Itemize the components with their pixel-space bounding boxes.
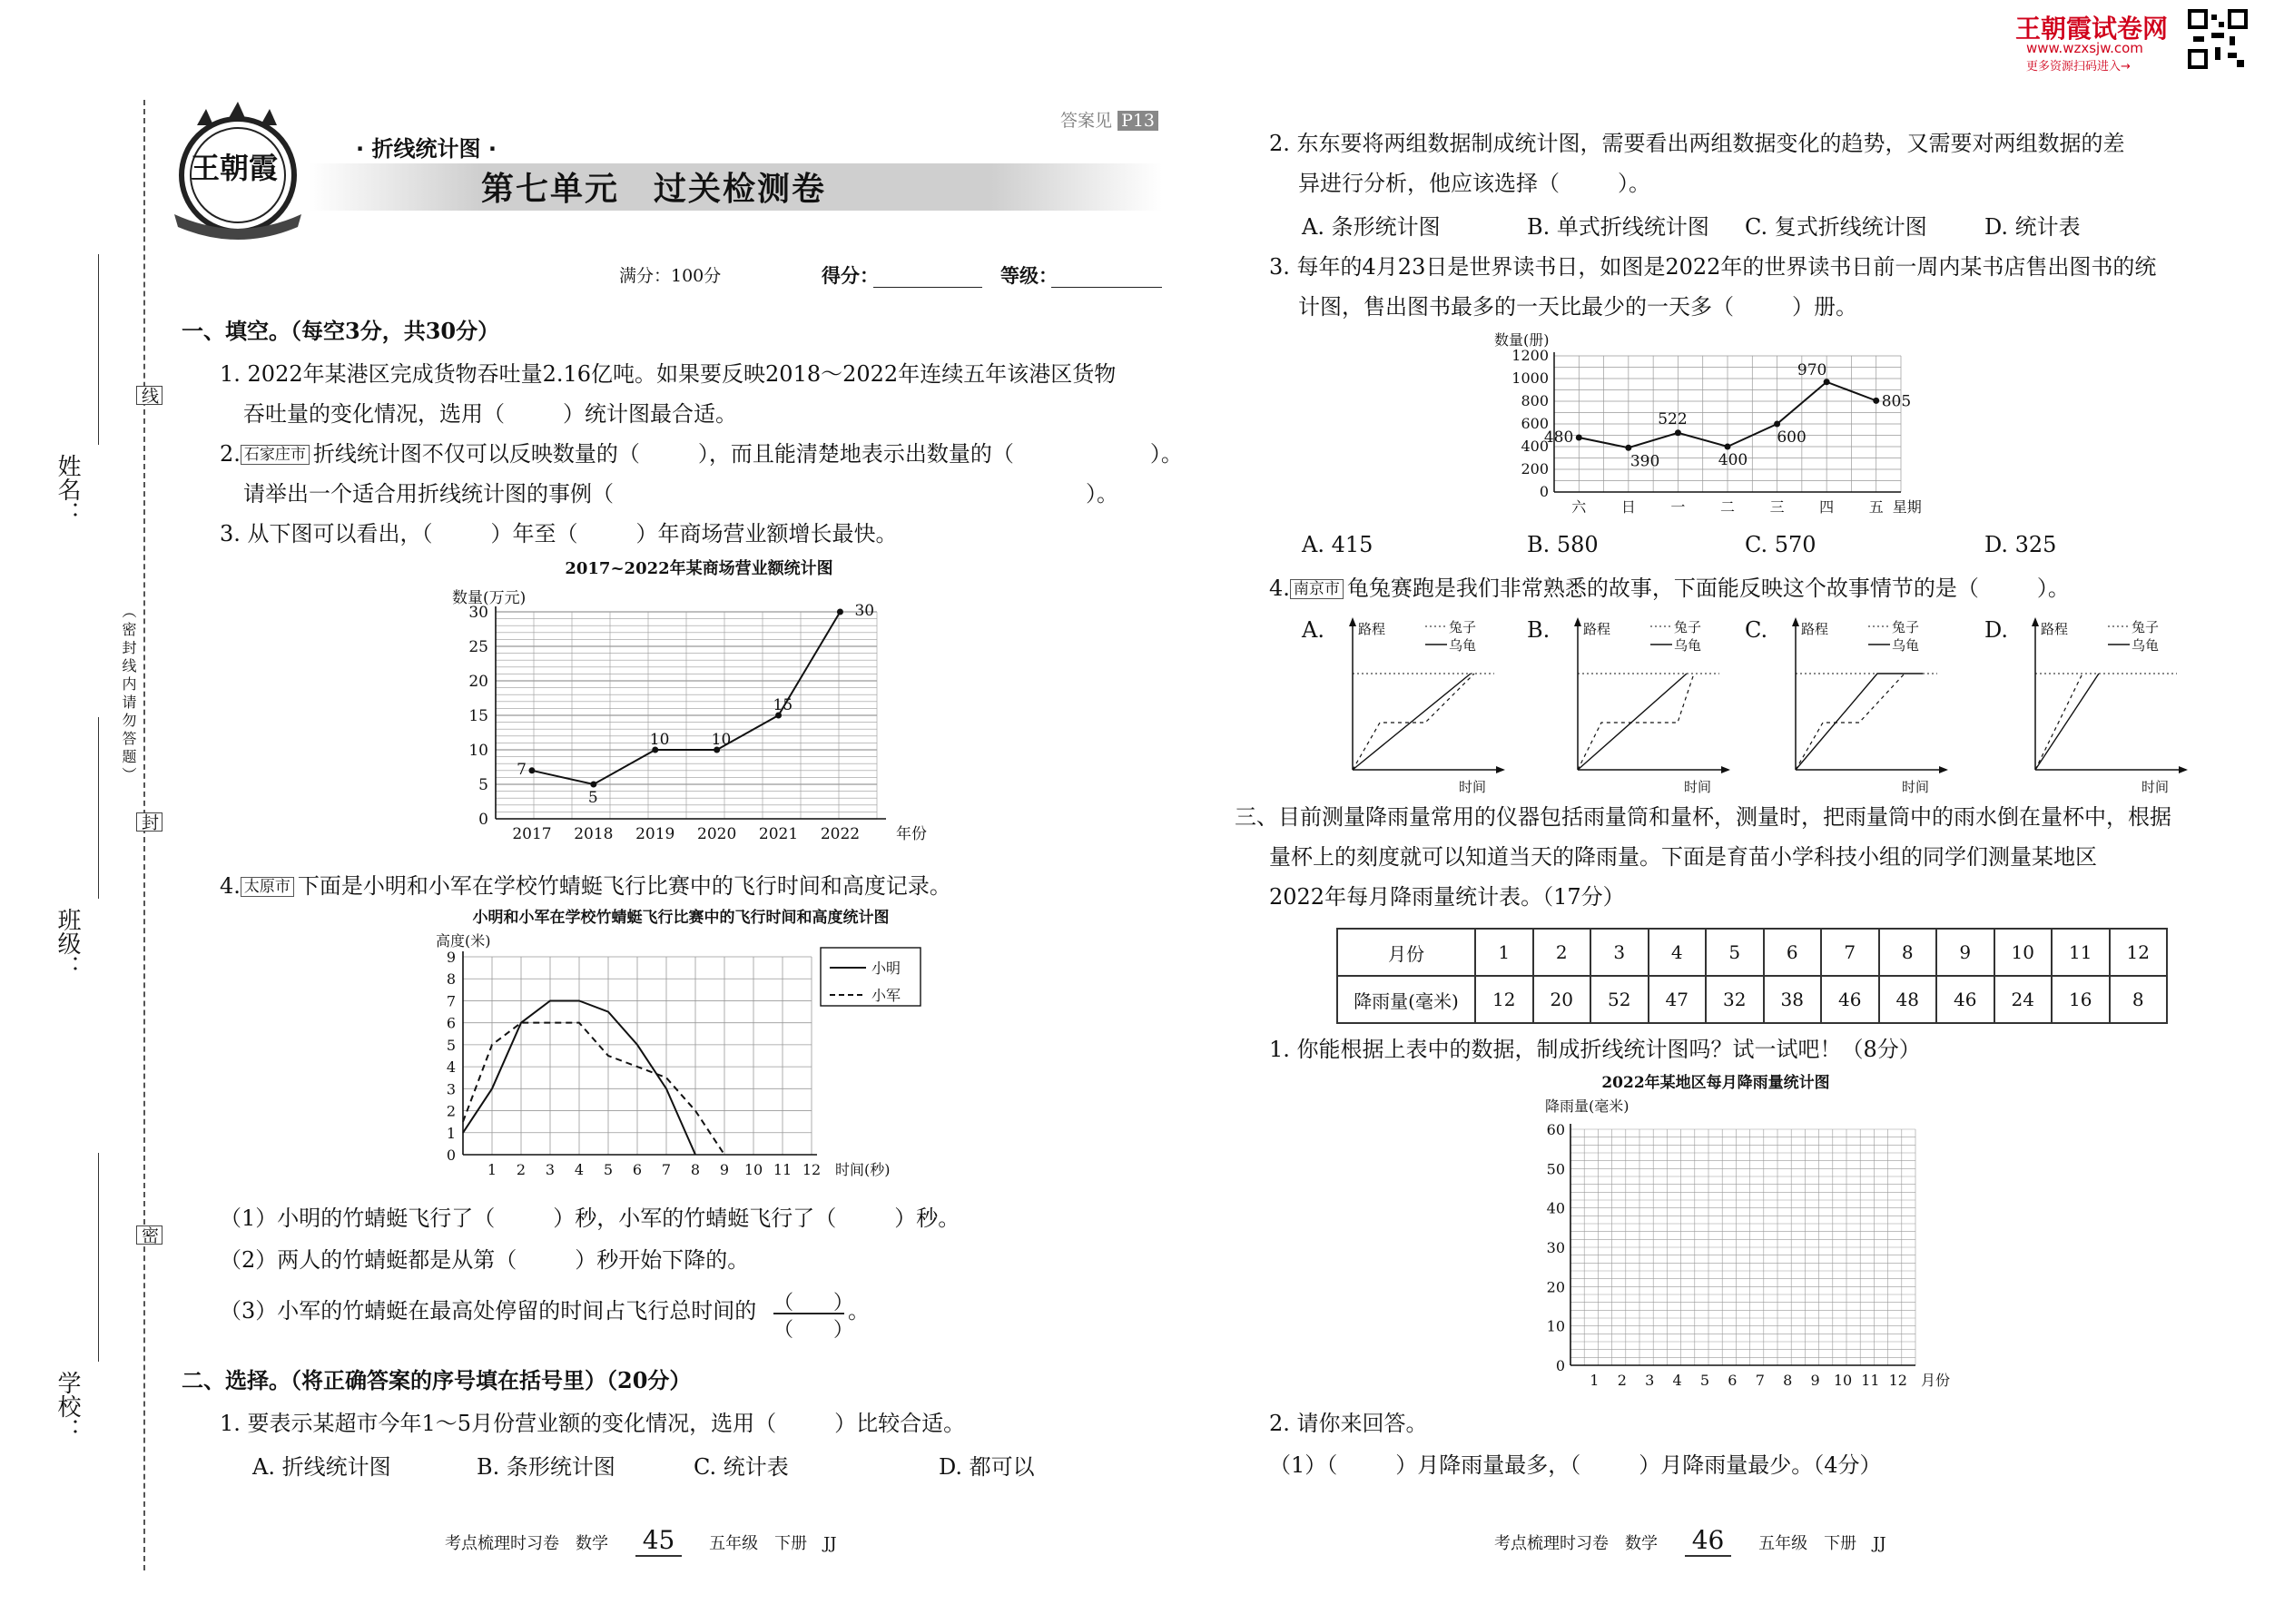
grade-field[interactable] — [1051, 287, 1162, 288]
rabbit-line — [2035, 674, 2082, 770]
data-label: 390 — [1629, 452, 1660, 471]
y-axis-arrow — [1792, 617, 1799, 626]
race-option-a-label: A. — [1302, 617, 1324, 643]
s2-q2-text-a: 异进行分析，他应该选择（ — [1298, 171, 1560, 196]
seal-note: （密封线内请勿答题） — [120, 604, 137, 785]
y-tick-label: 9 — [446, 949, 456, 966]
data-label: 600 — [1777, 428, 1807, 447]
x-axis-label: 年份 — [896, 825, 927, 843]
section3-heading-line2: 量杯上的刻度就可以知道当天的降雨量。下面是育苗小学科技小组的同学们测量某地区 — [1269, 844, 2097, 870]
data-label: 970 — [1797, 360, 1827, 379]
race-option-a[interactable] — [1302, 614, 1512, 795]
race-option-c-label: C. — [1745, 617, 1768, 643]
s1-q2-region-tag: 石家庄市 — [241, 445, 310, 465]
footer-left — [445, 1525, 837, 1555]
s2-q1-option-b[interactable]: B. 条形统计图 — [477, 1454, 615, 1480]
x-axis-arrow — [1721, 766, 1730, 773]
logo-text: 王朝霞 — [191, 151, 279, 185]
x-axis-label: 时间(秒) — [835, 1161, 891, 1178]
y-tick-label: 10 — [1546, 1317, 1565, 1335]
legend-label-turtle: 乌龟 — [1449, 637, 1477, 654]
race-x-label: 时间 — [1683, 779, 1712, 795]
s2-q1-option-a[interactable]: A. 折线统计图 — [252, 1454, 391, 1480]
y-tick-label: 400 — [1521, 438, 1549, 455]
race-option-b-label: B. — [1527, 617, 1551, 643]
s1-q4-region-tag: 太原市 — [241, 877, 294, 897]
s2-q3-option-d[interactable]: D. 325 — [1984, 532, 2057, 557]
turtle-line — [2035, 674, 2099, 770]
x-tick-label: 3 — [545, 1161, 556, 1178]
y-tick-label: 60 — [1546, 1121, 1565, 1138]
s1-q4-sub2-b: ）秒开始下降的。 — [575, 1247, 750, 1273]
y-axis-arrow — [1349, 617, 1356, 626]
x-tick-label: 六 — [1571, 498, 1587, 516]
rain-row-header: 降雨量(毫米) — [1337, 976, 1475, 1023]
race-option-d-label: D. — [1984, 617, 2009, 643]
x-axis-label: 星期 — [1892, 498, 1922, 516]
s1-q1-text-a: 吞吐量的变化情况，选用（ — [243, 401, 505, 427]
s1-q2-num: 2. — [220, 441, 241, 467]
x-tick-label: 四 — [1819, 498, 1835, 516]
s3-q2-1-a: （1）（ — [1269, 1452, 1338, 1478]
legend-box — [821, 948, 921, 1006]
site-name: 王朝霞试卷网 — [2015, 14, 2169, 44]
x-tick-label: 1 — [1590, 1372, 1600, 1389]
month-row-header: 月份 — [1337, 929, 1475, 976]
legend-label-turtle: 乌龟 — [1674, 637, 1702, 654]
school-field-line[interactable] — [98, 1153, 99, 1362]
footer-left-grade: 五年级 下册 JJ — [709, 1534, 837, 1553]
s2-q4-text-a: 龟兔赛跑是我们非常熟悉的故事，下面能反映这个故事情节的是（ — [1346, 576, 1979, 601]
s2-q1-option-c[interactable]: C. 统计表 — [694, 1454, 789, 1480]
y-tick-label: 25 — [468, 638, 488, 656]
rainfall-cell: 46 — [1821, 976, 1879, 1023]
s2-q3-line1: 3. 每年的4月23日是世界读书日，如图是2022年的世界读书日前一周内某书店售出图书的统 — [1269, 254, 2157, 280]
s2-q1-text-a: 1. 要表示某超市今年1～5月份营业额的变化情况，选用（ — [220, 1411, 777, 1436]
x-tick-label: 5 — [1699, 1372, 1710, 1389]
data-point — [1725, 444, 1731, 450]
x-tick-label: 9 — [1810, 1372, 1820, 1389]
s1-q4-sub1-c: ）秒。 — [894, 1206, 960, 1231]
y-axis-arrow — [2032, 617, 2039, 626]
data-point — [1675, 429, 1681, 436]
qr-code-icon[interactable] — [2188, 9, 2248, 69]
legend-label-turtle: 乌龟 — [1892, 637, 1920, 654]
footer-right-text: 考点梳理时习卷 数学 — [1494, 1534, 1658, 1553]
s1-q2-example-a: 请举出一个适合用折线统计图的事例（ — [243, 481, 614, 507]
race-y-label: 路程 — [1801, 621, 1829, 637]
rainfall-cell: 48 — [1879, 976, 1937, 1023]
book-sales-line-chart — [1489, 329, 1997, 524]
full-score: 满分：100分 — [619, 266, 722, 286]
turtle-line — [1353, 674, 1471, 770]
x-tick-label: 一 — [1670, 498, 1686, 516]
sales-line-chart — [445, 554, 953, 876]
s2-q3-text-b: ）册。 — [1792, 294, 1857, 320]
seal-mark-secret: 密 — [136, 1225, 162, 1245]
y-tick-label: 0 — [446, 1147, 456, 1164]
class-label: 班级： — [54, 908, 81, 979]
s1-q1-line2 — [243, 398, 737, 431]
s1-q4-sub1 — [220, 1202, 960, 1235]
y-tick-label: 20 — [468, 673, 488, 691]
s2-q2-option-b[interactable]: B. 单式折线统计图 — [1527, 214, 1709, 240]
s3-q2-1-b: ）月降雨量最多，（ — [1395, 1452, 1581, 1478]
s1-q2-text-a: 折线统计图不仅可以反映数量的（ — [312, 441, 640, 467]
s1-q2-text-c: ）。 — [1149, 441, 1183, 467]
y-tick-label: 30 — [1546, 1239, 1565, 1256]
data-point — [1824, 379, 1830, 385]
y-tick-label: 5 — [478, 776, 488, 794]
legend-label-rabbit: 兔子 — [1674, 619, 1702, 635]
data-label: 30 — [854, 602, 875, 620]
month-cell: 10 — [1994, 929, 2053, 976]
s2-q3-option-a[interactable]: A. 415 — [1302, 532, 1373, 557]
footer-left-page: 45 — [635, 1525, 683, 1557]
y-tick-label: 10 — [468, 742, 488, 760]
name-field-line[interactable] — [98, 254, 99, 445]
s1-q2-example-b: ）。 — [1086, 481, 1118, 507]
s1-q4-sub3-a: （3）小军的竹蜻蜓在最高处停留的时间占飞行总时间的 — [220, 1298, 757, 1324]
data-label: 7 — [517, 760, 527, 779]
race-x-label: 时间 — [1458, 779, 1487, 795]
fraction-numerator[interactable]: （ ） — [773, 1287, 844, 1314]
s1-q2-text-b: ），而且能清楚地表示出数量的（ — [697, 441, 1014, 467]
rainfall-cell: 47 — [1649, 976, 1707, 1023]
x-tick-label: 7 — [661, 1161, 672, 1178]
s1-q4-sub3-end: 。 — [848, 1298, 870, 1324]
chart-title: 2017~2022年某商场营业额统计图 — [565, 559, 833, 578]
section2-heading: 二、选择。（将正确答案的序号填在括号里）（20分） — [182, 1367, 692, 1393]
s1-q4-sub1-a: （1）小明的竹蜻蜓飞行了（ — [220, 1206, 496, 1231]
legend-label-rabbit: 兔子 — [1892, 619, 1920, 635]
data-label: 480 — [1543, 428, 1574, 447]
rainfall-cell: 24 — [1994, 976, 2053, 1023]
seal-mark-line: 线 — [136, 386, 162, 405]
month-cell: 5 — [1706, 929, 1764, 976]
data-label: 10 — [711, 731, 732, 749]
data-point — [1625, 445, 1631, 451]
rainfall-cell: 20 — [1533, 976, 1591, 1023]
s1-q4-fraction-blank[interactable] — [773, 1287, 854, 1342]
x-tick-label: 8 — [690, 1161, 701, 1178]
rainfall-cell: 32 — [1706, 976, 1764, 1023]
section1-heading: 一、填空。（每空3分，共30分） — [182, 318, 500, 344]
rabbit-line — [1578, 674, 1694, 770]
rainfall-cell: 38 — [1764, 976, 1822, 1023]
race-option-b[interactable] — [1527, 614, 1738, 795]
answer-ref-label: 答案见 — [1060, 111, 1113, 131]
rainfall-cell: 8 — [2110, 976, 2168, 1023]
s1-q4-num: 4. — [220, 873, 241, 899]
race-chart-b — [1560, 614, 1738, 795]
fraction-denominator[interactable]: （ ） — [773, 1319, 854, 1342]
x-tick-label: 2019 — [635, 825, 675, 843]
y-tick-label: 1000 — [1511, 369, 1549, 387]
x-tick-label: 五 — [1868, 498, 1884, 516]
s2-q3-option-c[interactable]: C. 570 — [1745, 532, 1816, 557]
score-field[interactable] — [873, 287, 982, 288]
data-label: 805 — [1881, 392, 1912, 411]
turtle-line — [1796, 674, 1923, 770]
s1-q2-line1 — [220, 438, 1183, 471]
s2-q2-option-a[interactable]: A. 条形统计图 — [1302, 214, 1441, 240]
y-tick-label: 1 — [446, 1124, 456, 1142]
x-tick-label: 3 — [1645, 1372, 1655, 1389]
rainfall-cell: 46 — [1936, 976, 1994, 1023]
data-point — [1774, 421, 1780, 428]
x-tick-label: 三 — [1769, 498, 1785, 516]
race-x-label: 时间 — [2141, 779, 2170, 795]
answer-ref-page: P13 — [1117, 111, 1158, 131]
x-tick-label: 7 — [1755, 1372, 1765, 1389]
month-cell: 2 — [1533, 929, 1591, 976]
y-tick-label: 20 — [1546, 1278, 1565, 1296]
legend-label: 小军 — [871, 987, 901, 1004]
school-label: 学校： — [54, 1371, 81, 1442]
rabbit-line — [1796, 674, 1905, 770]
race-x-label: 时间 — [1901, 779, 1930, 795]
x-tick-label: 2022 — [820, 825, 861, 843]
race-y-label: 路程 — [1358, 621, 1386, 637]
s2-q3-text-a: 计图，售出图书最多的一天比最少的一天多（ — [1298, 294, 1734, 320]
score-label: 得分： — [822, 265, 879, 287]
data-point — [1576, 435, 1582, 441]
data-point — [590, 782, 596, 788]
x-tick-label: 4 — [574, 1161, 585, 1178]
s3-q2-1 — [1269, 1449, 1882, 1482]
s1-q4-sub2 — [220, 1244, 749, 1277]
x-axis-arrow — [1939, 766, 1948, 773]
data-point — [528, 767, 535, 773]
s2-q1-text-b: ）比较合适。 — [834, 1411, 966, 1436]
s2-q1-option-d[interactable]: D. 都可以 — [939, 1454, 1035, 1480]
page-title: 第七单元 过关检测卷 — [481, 171, 827, 208]
y-axis-label: 数量(册) — [1494, 331, 1550, 349]
y-tick-label: 800 — [1521, 392, 1549, 409]
y-tick-label: 50 — [1546, 1160, 1565, 1178]
month-cell: 7 — [1821, 929, 1879, 976]
month-cell: 1 — [1475, 929, 1533, 976]
rainfall-blank-chart[interactable] — [1507, 1073, 1951, 1400]
x-tick-label: 12 — [802, 1161, 822, 1178]
s2-q1 — [220, 1407, 965, 1441]
y-axis-label: 高度(米) — [436, 932, 491, 950]
rainfall-cell: 16 — [2052, 976, 2110, 1023]
x-tick-label: 2021 — [758, 825, 799, 843]
y-tick-label: 7 — [446, 992, 456, 1010]
x-tick-label: 10 — [743, 1161, 763, 1178]
section3-heading-line3: 2022年每月降雨量统计表。（17分） — [1269, 884, 1625, 910]
month-cell: 8 — [1879, 929, 1937, 976]
chart-title: 小明和小军在学校竹蜻蜓飞行比赛中的飞行时间和高度统计图 — [472, 909, 890, 927]
x-tick-label: 6 — [632, 1161, 643, 1178]
s2-q4-region-tag: 南京市 — [1290, 579, 1344, 599]
s1-q3-text-a: 3. 从下图可以看出，（ — [220, 521, 433, 546]
data-point — [837, 609, 843, 615]
race-chart-d — [2017, 614, 2195, 795]
x-axis-label: 月份 — [1921, 1372, 1951, 1389]
month-cell: 11 — [2052, 929, 2110, 976]
race-y-label: 路程 — [2041, 621, 2069, 637]
legend-label: 小明 — [871, 960, 901, 977]
x-tick-label: 2 — [1617, 1372, 1627, 1389]
y-axis-label: 数量(万元) — [452, 589, 527, 607]
s3-q1: 1. 你能根据上表中的数据，制成折线统计图吗？试一试吧！（8分） — [1269, 1037, 1921, 1062]
y-tick-label: 3 — [446, 1080, 456, 1098]
y-tick-label: 2 — [446, 1102, 456, 1120]
s1-q3 — [220, 517, 898, 551]
s2-q2-option-d[interactable]: D. 统计表 — [1984, 214, 2081, 240]
site-note: 更多资源扫码进入→ — [2026, 60, 2131, 74]
s1-q3-text-c: ）年商场营业额增长最快。 — [635, 521, 898, 546]
month-cell: 9 — [1936, 929, 1994, 976]
answer-reference — [1060, 107, 1158, 132]
legend-label-rabbit: 兔子 — [2132, 619, 2160, 635]
name-label: 姓名： — [54, 454, 81, 525]
legend-label-turtle: 乌龟 — [2132, 637, 2160, 654]
y-tick-label: 0 — [478, 811, 488, 829]
site-url: www.wzxsjw.com — [2026, 40, 2143, 56]
s1-q1-line1: 1. 2022年某港区完成货物吞吐量2.16亿吨。如果要反映2018～2022年连续五年该港区货物 — [220, 361, 1117, 387]
grade-label: 等级： — [1000, 265, 1058, 287]
x-tick-label: 9 — [719, 1161, 730, 1178]
s1-q4-text: 下面是小明和小军在学校竹蜻蜓飞行比赛中的飞行时间和高度记录。 — [297, 873, 951, 899]
s2-q3-option-b[interactable]: B. 580 — [1527, 532, 1599, 557]
y-tick-label: 0 — [1555, 1357, 1565, 1374]
y-tick-label: 200 — [1521, 460, 1549, 477]
y-tick-label: 15 — [468, 707, 488, 725]
month-cell: 4 — [1649, 929, 1707, 976]
data-label: 15 — [773, 696, 793, 714]
x-tick-label: 6 — [1728, 1372, 1738, 1389]
data-label: 400 — [1718, 451, 1748, 469]
x-tick-label: 5 — [603, 1161, 614, 1178]
class-field-line[interactable] — [98, 717, 99, 899]
x-tick-label: 11 — [1861, 1372, 1880, 1389]
race-chart-a — [1334, 614, 1512, 795]
legend-label-rabbit: 兔子 — [1449, 619, 1477, 635]
section3-heading-line1: 三、目前测量降雨量常用的仪器包括雨量筒和量杯，测量时，把雨量筒中的雨水倒在量杯中，根据 — [1235, 804, 2171, 830]
y-tick-label: 0 — [1539, 483, 1549, 500]
chart-title: 2022年某地区每月降雨量统计图 — [1601, 1074, 1830, 1092]
s1-q1-text-b: ）统计图最合适。 — [563, 401, 737, 427]
month-cell: 6 — [1764, 929, 1822, 976]
x-tick-label: 4 — [1672, 1372, 1682, 1389]
s2-q2-option-c[interactable]: C. 复式折线统计图 — [1745, 214, 1927, 240]
y-tick-label: 1200 — [1511, 347, 1549, 364]
y-axis-arrow — [1574, 617, 1581, 626]
x-tick-label: 2018 — [574, 825, 614, 843]
s1-q4-sub1-b: ）秒，小军的竹蜻蜓飞行了（ — [553, 1206, 837, 1231]
flight-line-chart — [390, 908, 971, 1203]
s2-q2-line1: 2. 东东要将两组数据制成统计图，需要看出两组数据变化的趋势，又需要对两组数据的差 — [1269, 131, 2125, 156]
y-tick-label: 30 — [468, 604, 488, 622]
race-y-label: 路程 — [1583, 621, 1611, 637]
footer-left-text: 考点梳理时习卷 数学 — [445, 1534, 608, 1553]
data-label: 522 — [1658, 409, 1688, 428]
s1-q4-sub2-a: （2）两人的竹蜻蜓都是从第（ — [220, 1247, 517, 1273]
s3-q2-1-c: ）月降雨量最少。（4分） — [1639, 1452, 1882, 1478]
seal-mark-seal: 封 — [136, 812, 162, 832]
x-tick-label: 1 — [487, 1161, 497, 1178]
s2-q2-line2 — [1298, 167, 1650, 201]
s1-q2-line2 — [243, 477, 1118, 511]
data-label: 5 — [587, 789, 598, 807]
x-tick-label: 11 — [773, 1161, 793, 1178]
month-cell: 3 — [1590, 929, 1649, 976]
race-chart-c — [1777, 614, 1955, 795]
s3-q2: 2. 请你来回答。 — [1269, 1411, 1428, 1436]
x-tick-label: 2017 — [512, 825, 552, 843]
x-tick-label: 2 — [516, 1161, 527, 1178]
y-tick-label: 600 — [1521, 415, 1549, 432]
x-tick-label: 12 — [1888, 1372, 1907, 1389]
x-tick-label: 8 — [1783, 1372, 1793, 1389]
binding-dashed-line — [143, 100, 145, 1570]
y-tick-label: 6 — [446, 1014, 456, 1032]
y-tick-label: 8 — [446, 970, 456, 989]
s2-q4-num: 4. — [1269, 576, 1290, 601]
rainfall-cell: 52 — [1590, 976, 1649, 1023]
data-point — [1873, 398, 1879, 404]
s1-q3-text-b: ）年至（ — [490, 521, 578, 546]
rainfall-cell: 12 — [1475, 976, 1533, 1023]
x-axis-arrow — [2179, 766, 2188, 773]
x-tick-label: 2020 — [697, 825, 737, 843]
month-cell: 12 — [2110, 929, 2168, 976]
race-option-c[interactable] — [1745, 614, 1955, 795]
s1-q4-sub3 — [220, 1294, 756, 1328]
rainfall-table-rain-row — [1337, 976, 2167, 1023]
s2-q2-text-b: ）。 — [1618, 171, 1650, 196]
s1-q4-intro — [220, 870, 951, 903]
x-tick-label: 二 — [1719, 498, 1736, 516]
y-tick-label: 5 — [446, 1036, 456, 1054]
s2-q3-line2 — [1298, 290, 1857, 324]
y-tick-label: 4 — [446, 1058, 456, 1077]
s2-q4 — [1269, 572, 2070, 605]
footer-right-page: 46 — [1685, 1525, 1732, 1557]
y-tick-label: 40 — [1546, 1199, 1565, 1217]
rainfall-table — [1336, 928, 2168, 1024]
rainfall-table-month-row — [1337, 929, 2167, 976]
footer-right — [1494, 1525, 1886, 1555]
x-tick-label: 日 — [1620, 498, 1636, 516]
x-axis-arrow — [1496, 766, 1505, 773]
s2-q4-text-b: ）。 — [2036, 576, 2070, 601]
footer-right-grade: 五年级 下册 JJ — [1758, 1534, 1886, 1553]
turtle-line — [1578, 674, 1687, 770]
topic-label: · 折线统计图 · — [356, 136, 497, 162]
x-tick-label: 10 — [1833, 1372, 1853, 1389]
data-label: 10 — [649, 731, 670, 749]
y-axis-label: 降雨量(毫米) — [1545, 1097, 1629, 1115]
race-option-d[interactable] — [1984, 614, 2195, 795]
